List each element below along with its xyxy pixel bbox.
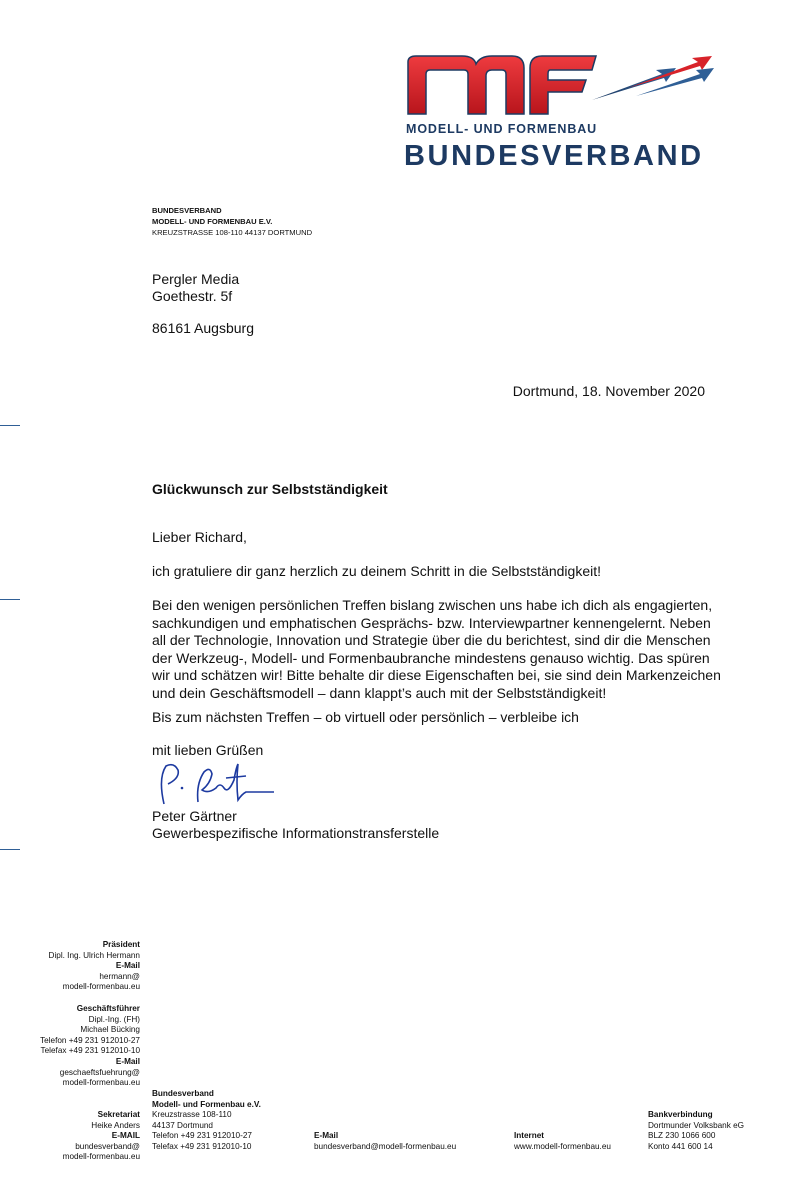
paragraph-2-line: und dein Geschäftsmodell – dann klappt’s auch mit der Selbstständigkeit! [152,684,607,701]
letter-subject: Glückwunsch zur Selbstständigkeit [152,481,388,497]
sender-line-1: BUNDESVERBAND [152,206,222,215]
paragraph-2-line: wir und schätzen wir! Bitte behalte dir diese Eigenschaften bei, sie sind dein Markenzeichen [152,667,721,683]
recipient-name: Pergler Media [152,271,240,287]
praesident-email-line-2: modell-formenbau.eu [62,982,140,992]
recipient-street: Goethestr. 5f [152,288,233,304]
gf-fax: Telefax +49 231 912010-10 [40,1046,140,1056]
footer-praesident [0,940,140,993]
footer-geschaeftsfuehrer [0,1004,140,1089]
recipient-city: 86161 Augsburg [152,320,254,336]
footer-email-label: E-Mail [314,1131,339,1140]
signer-name: Peter Gärtner [152,808,237,824]
handwritten-signature [150,758,280,813]
bundesverband-logo [400,48,730,178]
footer-email-link[interactable]: bundesverband@modell-formenbau.eu [314,1141,457,1151]
verband-city: 44137 Dortmund [152,1120,213,1130]
sender-line-2: MODELL- UND FORMENBAU E.V. [152,217,273,226]
salutation: Lieber Richard, [152,529,247,545]
signer-title: Gewerbespezifische Informationstransferstelle [152,825,440,841]
gf-email-line-1: geschaeftsfuehrung@ [59,1067,140,1077]
sek-email-line-2: modell-formenbau.eu [62,1152,140,1162]
gf-email-line-2: modell-formenbau.eu [62,1078,140,1088]
logo-arrow-icon [592,68,676,100]
bank-name: Dortmunder Volksbank eG [648,1120,745,1130]
sender-address [152,205,312,238]
bank-konto: Konto 441 600 14 [648,1141,713,1151]
verband-fax: Telefax +49 231 912010-10 [152,1141,252,1151]
sek-email-line-1: bundesverband@ [75,1141,140,1151]
sek-email-label: E-MAIL [111,1131,140,1141]
footer-internet [514,1131,611,1152]
paragraph-2-line: all der Technologie, Innovation und Strategie über die du berichtest, sind dir die Menschen [152,632,711,648]
footer-verband [152,1089,261,1153]
paragraph-2-line: sachkundigen und emphatischen Gesprächs- bzw. Interviewpartner kennengelernt. Neben [152,614,711,631]
logo-letter-m [408,56,524,114]
bank-blz: BLZ 230 1066 600 [648,1131,716,1141]
footer-bank [648,1110,744,1152]
praesident-heading: Präsident [102,940,140,949]
praesident-email-label: E-Mail [115,961,140,971]
fold-mark-middle [0,599,20,600]
sek-name: Heike Anders [91,1120,140,1130]
footer-email [314,1131,456,1152]
praesident-name: Dipl. Ing. Ulrich Hermann [48,950,140,960]
paragraph-2 [152,597,722,702]
verband-line-2: Modell- und Formenbau e.V. [152,1099,261,1109]
paragraph-2-line: Bei den wenigen persönlichen Treffen bislang zwischen uns habe ich dich als engagierten, [152,597,713,613]
fold-mark-top [0,425,20,426]
mf-logo-graphic [400,48,730,123]
sek-heading: Sekretariat [97,1110,140,1119]
verband-line-1: Bundesverband [152,1089,214,1098]
sender-line-3: KREUZSTRASSE 108-110 44137 DORTMUND [152,228,313,237]
paragraph-1: ich gratuliere dir ganz herzlich zu deinem Schritt in die Selbstständigkeit! [152,563,602,579]
bank-label: Bankverbindung [648,1110,713,1119]
praesident-email-line-1: hermann@ [99,971,140,981]
gf-heading: Geschäftsführer [76,1004,140,1013]
verband-phone: Telefon +49 231 912010-27 [152,1131,252,1141]
footer-internet-link[interactable]: www.modell-formenbau.eu [514,1141,611,1151]
footer-internet-label: Internet [514,1131,545,1140]
paragraph-2-line: der Werkzeug-, Modell- und Formenbaubranche mindestens genauso wichtig. Das spüren [152,649,710,666]
footer-sekretariat [0,1110,140,1163]
gf-line-2: Michael Bücking [80,1025,140,1035]
closing: mit lieben Grüßen [152,742,264,758]
logo-subtitle: MODELL- UND FORMENBAU [406,122,598,136]
logo-title: BUNDESVERBAND [404,140,704,172]
paragraph-3: Bis zum nächsten Treffen – ob virtuell oder persönlich – verbleibe ich [152,709,579,725]
fold-mark-bottom [0,849,20,850]
logo-letter-f [530,56,596,114]
verband-street: Kreuzstrasse 108-110 [152,1110,232,1120]
letter-date: Dortmund, 18. November 2020 [512,383,705,399]
gf-line-1: Dipl.-Ing. (FH) [88,1014,140,1024]
gf-email-label: E-Mail [115,1056,140,1066]
gf-phone: Telefon +49 231 912010-27 [40,1035,140,1045]
